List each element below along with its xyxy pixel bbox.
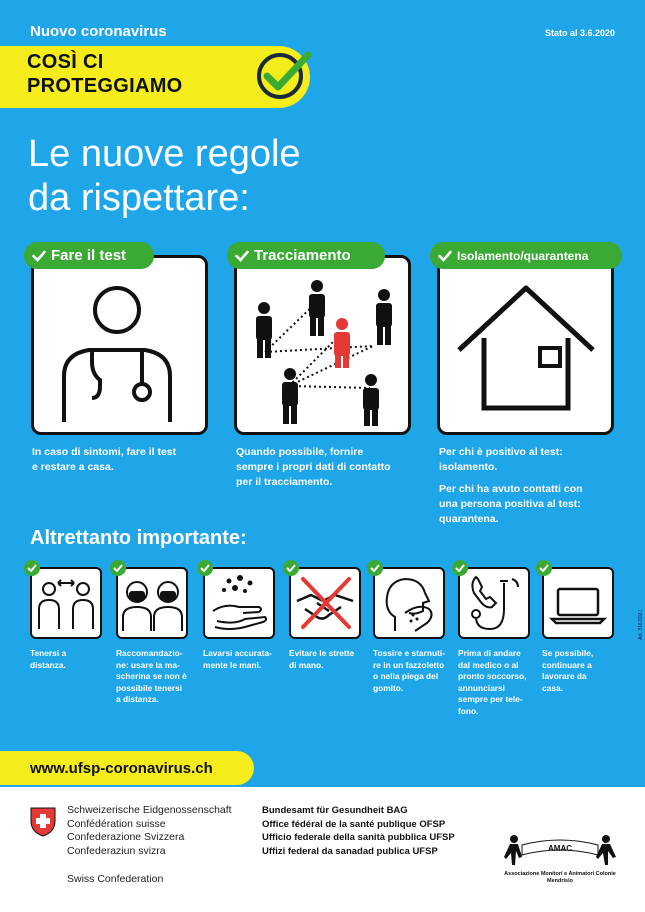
measure-line: Tenersi a: [30, 648, 67, 658]
check-dot: [452, 560, 468, 576]
measure-line: possibile tenersi: [116, 682, 183, 693]
amac-city: Mendrisio: [547, 878, 573, 884]
desc-line: Quando possibile, fornire: [236, 446, 364, 458]
desc-line: In caso di sintomi, fare il test: [32, 446, 177, 458]
measure-card-phone: [458, 567, 530, 639]
contact-tracing-network-icon: [237, 258, 408, 432]
rule-label-test: Fare il test: [51, 247, 127, 264]
rule-card-test: [31, 255, 208, 435]
check-icon: [455, 564, 465, 572]
title-line-1: Le nuove regole: [28, 133, 301, 175]
office-line: Bundesamt für Gesundheit BAG: [262, 805, 408, 816]
swiss-confederation: Swiss Confederation: [67, 873, 164, 885]
measure-line: distanza.: [30, 659, 66, 670]
measure-card-distance: [30, 567, 102, 639]
measure-card-hands: [203, 567, 275, 639]
measure-text-phone: [458, 648, 526, 717]
rule-desc-tracing: [236, 445, 391, 490]
desc-line: per il tracciamento.: [236, 476, 333, 488]
measure-line: casa.: [542, 682, 563, 693]
measure-card-laptop: [542, 567, 614, 639]
confed-line: Confederaziun svizra: [67, 844, 166, 857]
article-code: Art. 316.602.i: [638, 610, 644, 640]
date-stamp: Stato al 3.6.2020: [544, 28, 615, 38]
handwashing-icon: [205, 569, 273, 637]
rule-label-tracing: Tracciamento: [254, 247, 351, 264]
measure-text-laptop: [542, 648, 593, 694]
slogan-line-2: PROTEGGIAMO: [27, 75, 183, 97]
kicker: Nuovo coronavirus: [30, 23, 167, 40]
measure-line: a distanza.: [116, 694, 159, 704]
desc-line: Per chi è positivo al test:: [439, 446, 563, 458]
measure-line: lavorare da: [542, 671, 587, 681]
measure-line: sempre per tele-: [458, 694, 523, 704]
check-icon: [370, 564, 380, 572]
desc-line: e restare a casa.: [32, 461, 114, 473]
check-circle-icon: [252, 47, 314, 103]
desc-line: quarantena.: [439, 513, 499, 525]
swiss-coat-of-arms-icon: [30, 807, 56, 837]
check-dot: [110, 560, 126, 576]
measure-text-masks: [116, 648, 187, 706]
office-line: Uffizi federal da sanadad publica UFSP: [262, 845, 438, 857]
desc-line: una persona positiva al test:: [439, 498, 581, 510]
measure-line: pronto soccorso,: [458, 671, 527, 681]
campaign-slogan: [27, 50, 183, 98]
doctor-stethoscope-icon: [34, 258, 205, 432]
section-title: Altrettanto importante:: [30, 527, 247, 549]
check-icon: [27, 564, 37, 572]
measure-line: Raccomandazio-: [116, 648, 183, 658]
measure-text-distance: [30, 648, 66, 671]
measure-line: Tossire e starnuti-: [373, 648, 445, 658]
rule-tag-isolation: [430, 242, 622, 269]
phone-stethoscope-icon: [460, 569, 528, 637]
measure-card-handshake: [289, 567, 361, 639]
no-handshake-icon: [291, 569, 359, 637]
measure-line: Prima di andare: [458, 648, 521, 658]
amac-logo-icon: [500, 831, 620, 875]
slogan-line-1: COSÌ CI: [27, 51, 104, 73]
measure-line: Evitare le strette: [289, 648, 355, 658]
check-dot: [367, 560, 383, 576]
desc-line: isolamento.: [439, 461, 498, 473]
rule-card-tracing: [234, 255, 411, 435]
desc-line: sempre i propri dati di contatto: [236, 461, 391, 473]
confederation-names: [67, 804, 232, 858]
measure-line: Lavarsi accurata-: [203, 648, 272, 658]
page-title: [28, 132, 301, 220]
office-line: Ufficio federale della sanità pubblica UFSP: [262, 832, 455, 843]
measure-line: re in un fazzoletto: [373, 659, 445, 670]
measure-line: dal medico o al: [458, 659, 519, 670]
check-icon: [438, 250, 452, 262]
measure-line: di mano.: [289, 659, 324, 670]
measure-line: mente le mani.: [203, 659, 262, 670]
check-icon: [200, 564, 210, 572]
check-icon: [539, 564, 549, 572]
check-dot: [283, 560, 299, 576]
house-icon: [440, 258, 611, 432]
measure-line: Se possibile,: [542, 648, 594, 658]
amac-logo-text: AMAC: [548, 844, 572, 853]
measure-line: o nella piega del: [373, 671, 439, 681]
amac-caption: [495, 871, 625, 885]
rule-tag-test: [24, 242, 154, 269]
measure-line: annunciarsi: [458, 682, 506, 693]
measure-text-hands: [203, 648, 272, 671]
amac-name: Associazione Monitori e Animatori Colonie: [504, 871, 616, 877]
distance-people-icon: [32, 569, 100, 637]
measure-line: ne: usare la ma-: [116, 659, 180, 670]
rule-tag-tracing: [227, 242, 385, 269]
rule-card-isolation: [437, 255, 614, 435]
measure-card-masks: [116, 567, 188, 639]
measure-line: gomito.: [373, 682, 404, 693]
check-icon: [113, 564, 123, 572]
title-line-2: da rispettare:: [28, 177, 250, 219]
sneeze-elbow-icon: [375, 569, 443, 637]
confed-line: Schweizerische Eidgenossenschaft: [67, 804, 232, 816]
measure-line: scherina se non è: [116, 671, 187, 681]
masks-icon: [118, 569, 186, 637]
desc-line: Per chi ha avuto contatti con: [439, 483, 583, 495]
footer: [0, 787, 645, 912]
check-dot: [24, 560, 40, 576]
rule-desc-test: [32, 445, 176, 475]
office-line: Office fédéral de la santé publique OFSP: [262, 818, 446, 830]
rule-desc-isolation: [439, 445, 583, 527]
check-icon: [286, 564, 296, 572]
measure-line: fono.: [458, 705, 479, 716]
laptop-icon: [544, 569, 612, 637]
website-link[interactable]: www.ufsp-coronavirus.ch: [30, 760, 213, 777]
check-dot: [536, 560, 552, 576]
check-icon: [32, 250, 46, 262]
confed-line: Confederazione Svizzera: [67, 831, 185, 843]
check-dot: [197, 560, 213, 576]
confed-line: Confédération suisse: [67, 817, 166, 830]
office-names: [262, 804, 455, 858]
measure-text-handshake: [289, 648, 354, 671]
rule-label-isolation: Isolamento/quarantena: [457, 248, 589, 263]
measure-line: continuare a: [542, 659, 592, 670]
measure-text-sneeze: [373, 648, 445, 694]
measure-card-sneeze: [373, 567, 445, 639]
check-icon: [235, 250, 249, 262]
